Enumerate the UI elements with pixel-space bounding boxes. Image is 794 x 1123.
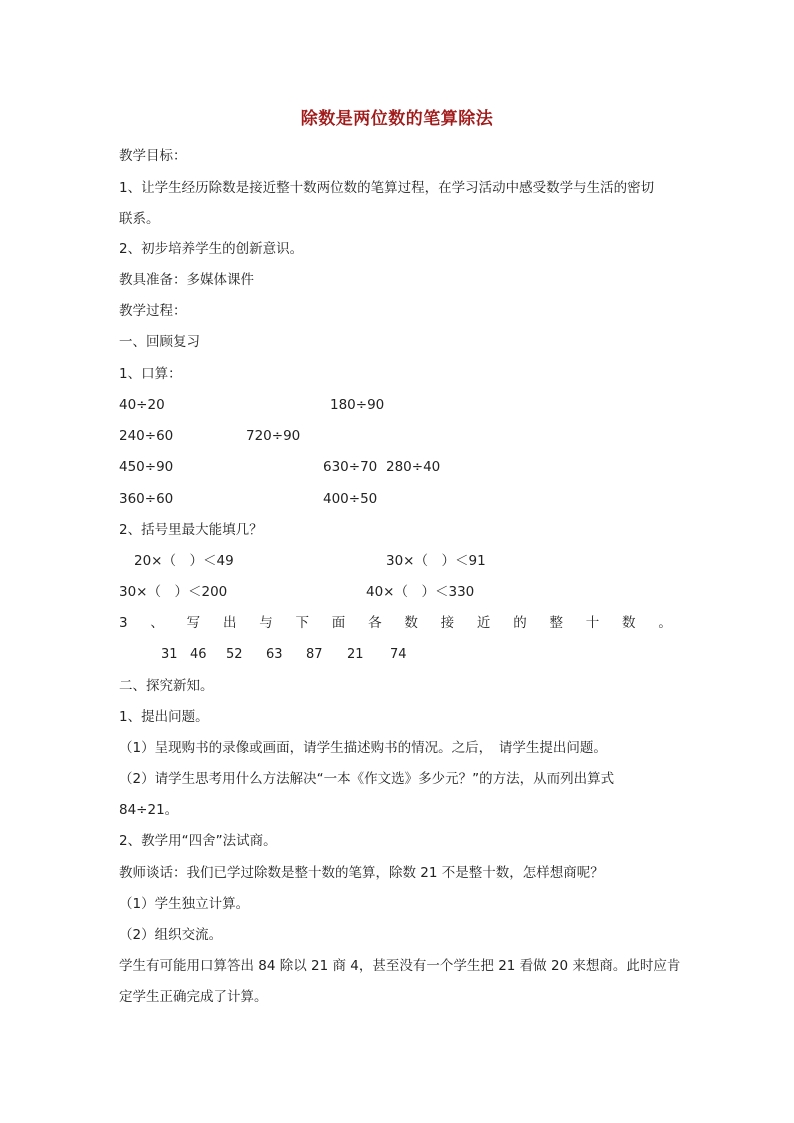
oral-item: 630÷70 <box>323 459 378 475</box>
oral-item: 240÷60 <box>119 428 174 444</box>
question-3-char: 3 <box>119 615 128 631</box>
section-2-heading: 二、探究新知。 <box>119 678 214 694</box>
oral-item: 400÷50 <box>323 491 378 507</box>
question-3-char: 十 <box>585 615 600 631</box>
goal-1-line-2: 联系。 <box>119 211 160 227</box>
number-item: 63 <box>266 647 283 662</box>
section-2-item-1: 1、提出问题。 <box>119 709 209 725</box>
question-3-char: 、 <box>150 615 164 631</box>
step-1: （1）学生独立计算。 <box>119 896 250 912</box>
bracket-item: 30×（ ）＜91 <box>386 553 486 569</box>
oral-item: 40÷20 <box>119 397 165 413</box>
question-3-char: 数 <box>622 615 636 631</box>
bracket-item: 30×（ ）＜200 <box>119 584 228 600</box>
step-2: （2）组织交流。 <box>119 927 223 943</box>
number-item: 46 <box>190 647 207 662</box>
oral-item: 180÷90 <box>330 397 385 413</box>
number-item: 21 <box>347 647 364 662</box>
bracket-item: 40×（ ）＜330 <box>366 584 475 600</box>
question-3-char: 近 <box>476 615 491 631</box>
number-item: 31 <box>161 647 178 662</box>
goal-2: 2、初步培养学生的创新意识。 <box>119 241 304 257</box>
question-3-line <box>119 614 672 632</box>
question-3-char: 与 <box>259 615 273 631</box>
oral-calc-heading: 1、口算： <box>119 366 182 382</box>
question-3-char: 接 <box>440 615 455 631</box>
number-item: 87 <box>306 647 323 662</box>
oral-item: 280÷40 <box>386 459 441 475</box>
question-3-char: 的 <box>513 615 527 631</box>
student-line-1: 学生有可能用口算答出 84 除以 21 商 4，甚至没有一个学生把 21 看做 20 来想商。此时应肯 <box>119 958 681 974</box>
question-3-char: 下 <box>295 615 309 631</box>
question-3-char: 面 <box>331 615 346 631</box>
teaching-tools: 教具准备：多媒体课件 <box>119 272 254 288</box>
goal-1-line-1: 1、让学生经历除数是接近整十数两位数的笔算过程，在学习活动中感受数学与生活的密切 <box>119 180 655 196</box>
teacher-talk: 教师谈话：我们已学过除数是整十数的笔算，除数 21 不是整十数，怎样想商呢？ <box>119 865 604 881</box>
goal-heading: 教学目标： <box>119 148 187 164</box>
section-2-item-2: 2、教学用“四舍”法试商。 <box>119 833 277 849</box>
oral-item: 720÷90 <box>246 428 301 444</box>
oral-item: 450÷90 <box>119 459 174 475</box>
student-line-2: 定学生正确完成了计算。 <box>119 989 268 1005</box>
question-3-char: 写 <box>186 615 201 631</box>
question-3-char: 各 <box>368 615 382 631</box>
section-2-paragraph-2-line-1: （2）请学生思考用什么方法解决“一本《作文选》多少元？”的方法，从而列出算式 <box>119 771 615 787</box>
section-2-paragraph-1: （1）呈现购书的录像或画面，请学生描述购书的情况。之后， 请学生提出问题。 <box>119 740 607 756</box>
number-item: 74 <box>390 647 407 662</box>
bracket-heading: 2、括号里最大能填几？ <box>119 522 263 538</box>
question-3-numbers <box>161 646 419 664</box>
question-3-char: 出 <box>222 615 237 631</box>
question-3-char: 。 <box>658 615 672 631</box>
section-1-heading: 一、回顾复习 <box>119 334 200 350</box>
number-item: 52 <box>226 647 243 662</box>
oral-item: 360÷60 <box>119 491 174 507</box>
page-title: 除数是两位数的笔算除法 <box>300 109 494 129</box>
bracket-item: 20×（ ）＜49 <box>134 553 234 569</box>
question-3-char: 整 <box>549 615 563 631</box>
section-2-paragraph-2-line-2: 84÷21。 <box>119 802 179 818</box>
process-heading: 教学过程： <box>119 303 187 319</box>
question-3-char: 数 <box>404 615 418 631</box>
